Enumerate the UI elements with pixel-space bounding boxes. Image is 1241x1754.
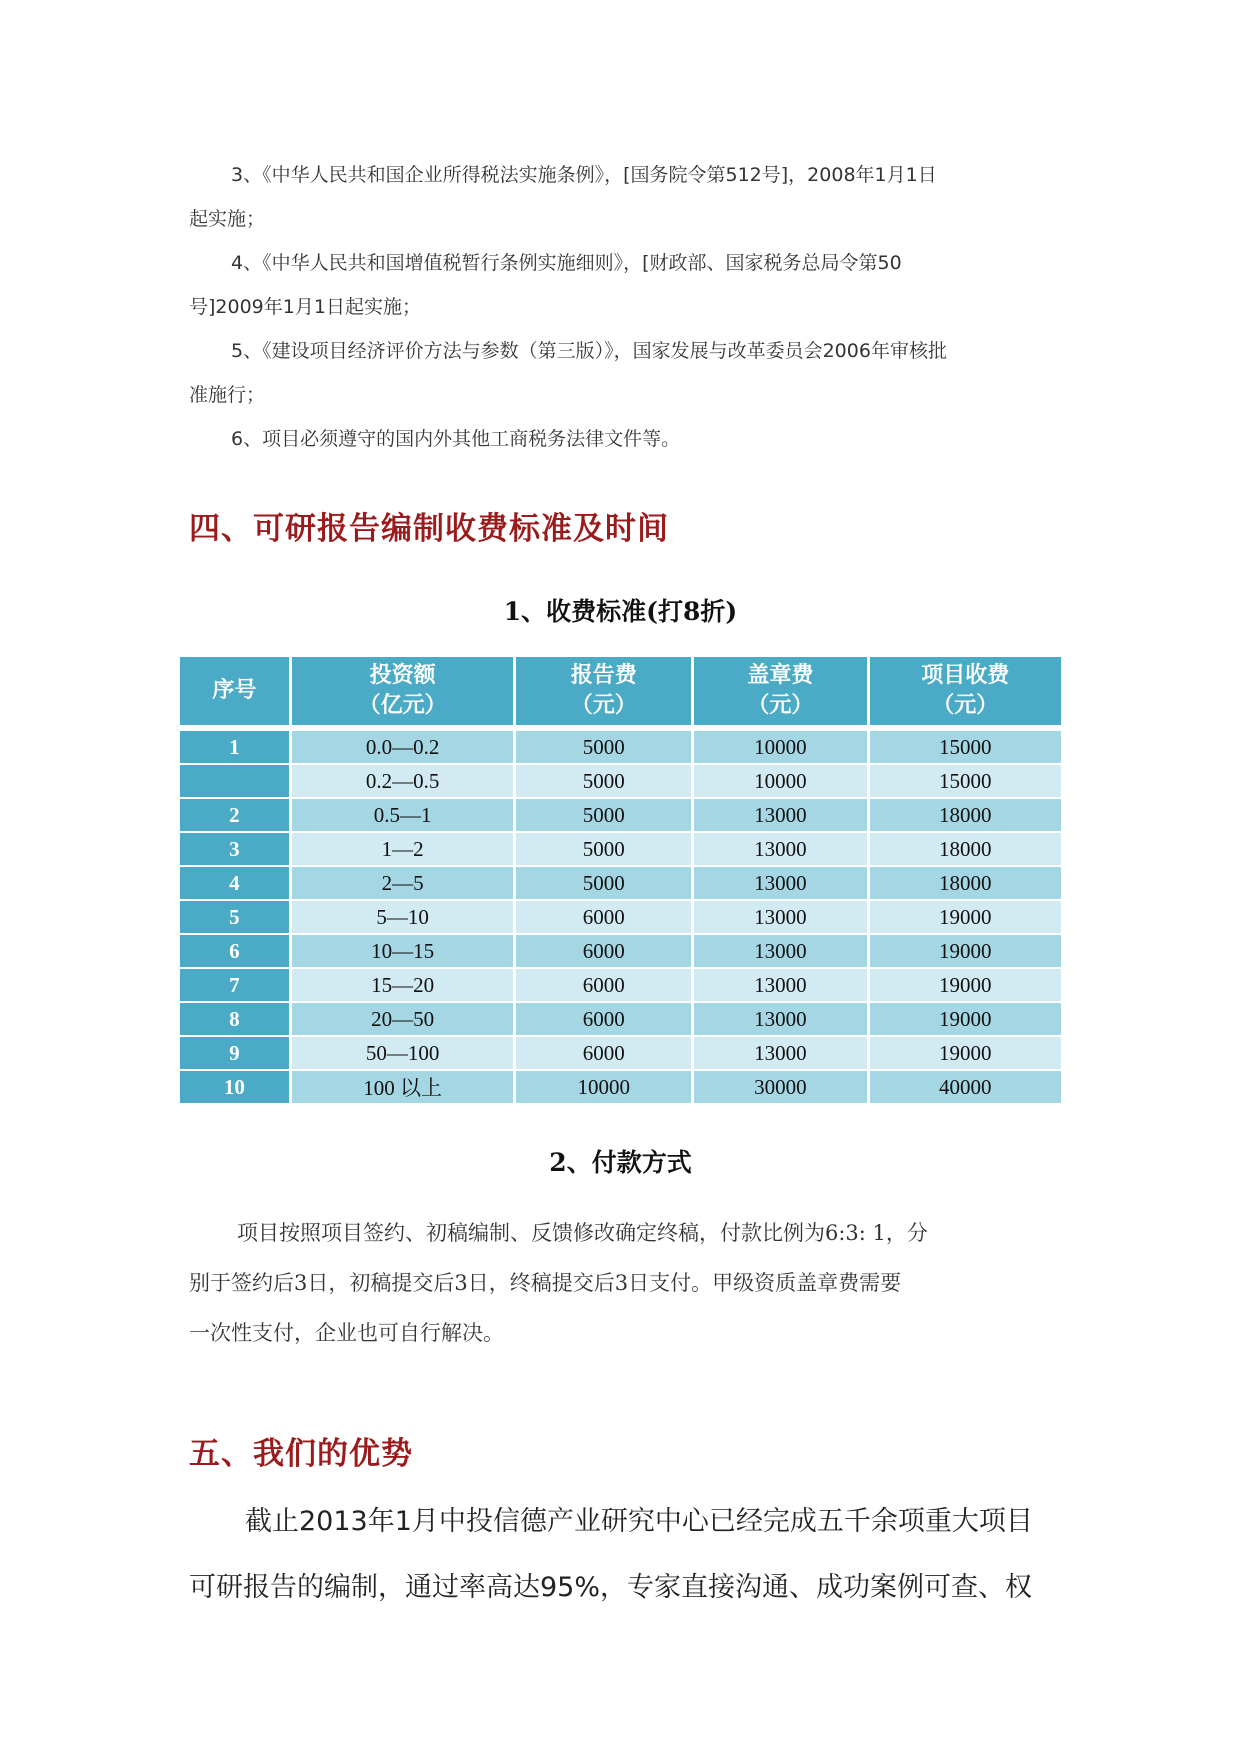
cell-stamp-fee: 13000 xyxy=(694,1037,867,1071)
cell-report-fee: 5000 xyxy=(516,731,691,765)
basis-item-5-line1: 5、《建设项目经济评价方法与参数（第三版）》，国家发展与改革委员会2006年审核批 xyxy=(231,340,947,362)
payment-line-1: 项目按照项目签约、初稿编制、反馈修改确定终稿，付款比例为6:3: 1，分 xyxy=(237,1221,928,1245)
cell-total-fee: 19000 xyxy=(870,935,1061,969)
payment-line-3: 一次性支付，企业也可自行解决。 xyxy=(189,1321,504,1345)
cell-total-fee: 40000 xyxy=(870,1071,1061,1105)
cell-report-fee: 6000 xyxy=(516,1003,691,1037)
cell-no: 7 xyxy=(180,969,289,1003)
cell-range: 1—2 xyxy=(292,833,514,867)
cell-report-fee: 5000 xyxy=(516,799,691,833)
header-no xyxy=(180,657,289,731)
table-row xyxy=(180,731,1061,765)
basis-item-5-line2: 准施行； xyxy=(189,384,266,406)
cell-report-fee: 5000 xyxy=(516,867,691,901)
table-row xyxy=(180,833,1061,867)
cell-no: 8 xyxy=(180,1003,289,1037)
cell-range: 2—5 xyxy=(292,867,514,901)
cell-total-fee: 18000 xyxy=(870,867,1061,901)
table-row xyxy=(180,1037,1061,1071)
cell-range: 20—50 xyxy=(292,1003,514,1037)
header-total-fee xyxy=(870,657,1061,731)
basis-item-3-line2: 起实施； xyxy=(189,208,266,230)
payment-line-2: 别于签约后3日，初稿提交后3日，终稿提交后3日支付。甲级资质盖章费需要 xyxy=(189,1271,902,1295)
cell-total-fee: 19000 xyxy=(870,1037,1061,1071)
cell-stamp-fee: 13000 xyxy=(694,799,867,833)
table-row xyxy=(180,1071,1061,1105)
basis-item-4-line2: 号]2009年1月1日起实施； xyxy=(189,296,421,318)
cell-no: 1 xyxy=(180,731,289,765)
table-row xyxy=(180,867,1061,901)
table-row xyxy=(180,935,1061,969)
cell-stamp-fee: 30000 xyxy=(694,1071,867,1105)
basis-list xyxy=(189,153,1069,461)
cell-no: 3 xyxy=(180,833,289,867)
basis-item-4-line1: 4、《中华人民共和国增值税暂行条例实施细则》，[财政部、国家税务总局令第50 xyxy=(231,252,902,274)
header-stamp-fee xyxy=(694,657,867,731)
cell-total-fee: 19000 xyxy=(870,901,1061,935)
cell-report-fee: 6000 xyxy=(516,969,691,1003)
table-row xyxy=(180,969,1061,1003)
cell-stamp-fee: 13000 xyxy=(694,969,867,1003)
header-no-label: 序号 xyxy=(212,678,257,703)
cell-no: 4 xyxy=(180,867,289,901)
cell-stamp-fee: 10000 xyxy=(694,765,867,799)
advantage-line-2: 可研报告的编制，通过率高达95%，专家直接沟通、成功案例可查、权 xyxy=(189,1572,1033,1603)
cell-no xyxy=(180,765,289,799)
cell-total-fee: 15000 xyxy=(870,765,1061,799)
cell-range: 0.0—0.2 xyxy=(292,731,514,765)
cell-total-fee: 19000 xyxy=(870,1003,1061,1037)
section4-heading: 四、可研报告编制收费标准及时间 xyxy=(189,511,669,547)
cell-range: 10—15 xyxy=(292,935,514,969)
section5-heading: 五、我们的优势 xyxy=(189,1436,413,1472)
header-investment xyxy=(292,657,514,731)
cell-stamp-fee: 10000 xyxy=(694,731,867,765)
table-row xyxy=(180,901,1061,935)
cell-range: 50—100 xyxy=(292,1037,514,1071)
cell-no: 2 xyxy=(180,799,289,833)
advantage-paragraph xyxy=(189,1489,1089,1621)
header-investment-label: 投资额 xyxy=(369,663,436,688)
cell-report-fee: 5000 xyxy=(516,833,691,867)
cell-total-fee: 15000 xyxy=(870,731,1061,765)
cell-stamp-fee: 13000 xyxy=(694,833,867,867)
header-investment-unit: （亿元） xyxy=(358,693,447,718)
payment-paragraph xyxy=(189,1208,1069,1358)
header-report-fee-label: 报告费 xyxy=(570,663,637,688)
cell-stamp-fee: 13000 xyxy=(694,901,867,935)
cell-range: 0.2—0.5 xyxy=(292,765,514,799)
fee-table xyxy=(177,657,1064,1105)
advantage-line-1: 截止2013年1月中投信德产业研究中心已经完成五千余项重大项目 xyxy=(245,1506,1033,1537)
table-row xyxy=(180,765,1061,799)
cell-total-fee: 19000 xyxy=(870,969,1061,1003)
header-stamp-fee-unit: （元） xyxy=(747,693,814,718)
header-report-fee-unit: （元） xyxy=(570,693,637,718)
cell-range: 100 以上 xyxy=(292,1071,514,1105)
cell-total-fee: 18000 xyxy=(870,833,1061,867)
cell-report-fee: 6000 xyxy=(516,935,691,969)
header-total-fee-unit: （元） xyxy=(932,693,999,718)
basis-item-3-line1: 3、《中华人民共和国企业所得税法实施条例》，[国务院令第512号]，2008年1月1日 xyxy=(231,164,937,186)
cell-stamp-fee: 13000 xyxy=(694,1003,867,1037)
table-row xyxy=(180,1003,1061,1037)
payment-method-title: 2、付款方式 xyxy=(549,1148,692,1177)
cell-stamp-fee: 13000 xyxy=(694,935,867,969)
table-row xyxy=(180,799,1061,833)
header-total-fee-label: 项目收费 xyxy=(921,663,1010,688)
cell-range: 0.5—1 xyxy=(292,799,514,833)
cell-no: 6 xyxy=(180,935,289,969)
cell-report-fee: 6000 xyxy=(516,1037,691,1071)
cell-no: 5 xyxy=(180,901,289,935)
cell-range: 5—10 xyxy=(292,901,514,935)
header-report-fee xyxy=(516,657,691,731)
cell-report-fee: 6000 xyxy=(516,901,691,935)
fee-table-header-row xyxy=(180,657,1061,731)
cell-no: 10 xyxy=(180,1071,289,1105)
cell-total-fee: 18000 xyxy=(870,799,1061,833)
cell-report-fee: 5000 xyxy=(516,765,691,799)
header-stamp-fee-label: 盖章费 xyxy=(747,663,814,688)
cell-report-fee: 10000 xyxy=(516,1071,691,1105)
cell-range: 15—20 xyxy=(292,969,514,1003)
cell-no: 9 xyxy=(180,1037,289,1071)
fee-standard-title: 1、收费标准(打8折) xyxy=(503,597,738,626)
basis-item-6-line1: 6、项目必须遵守的国内外其他工商税务法律文件等。 xyxy=(231,428,681,450)
cell-stamp-fee: 13000 xyxy=(694,867,867,901)
